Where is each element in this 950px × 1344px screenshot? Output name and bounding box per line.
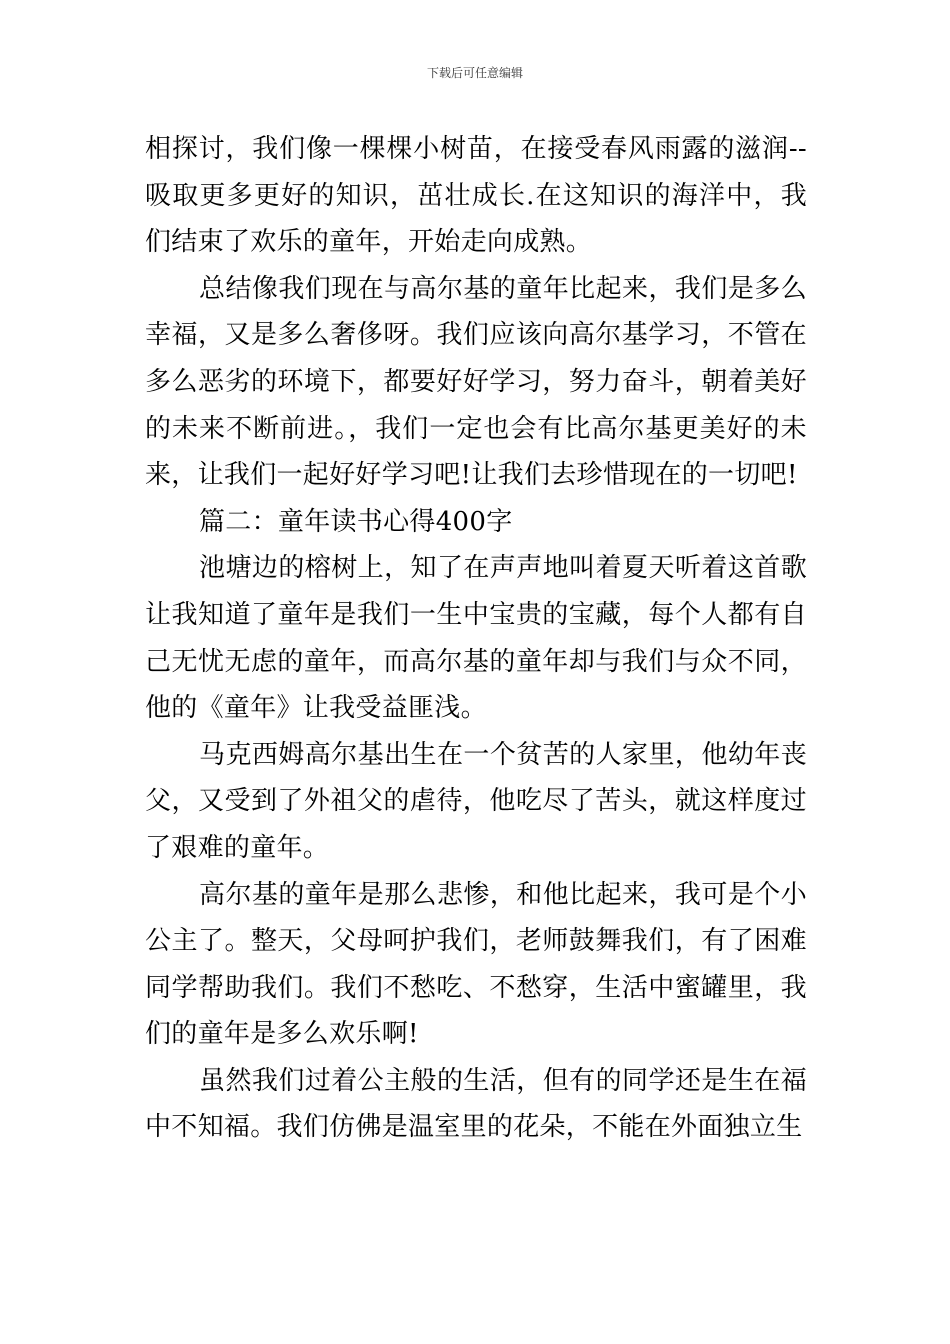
section-heading: 篇二：童年读书心得400字 — [199, 506, 513, 537]
page-header: 下载后可任意编辑 — [426, 66, 523, 80]
paragraph-5: 高尔基的童年是那么悲惨，和他比起来，我可是个小公主了。整天，父母呵护我们，老师鼓舞我们，有了困难同学帮助我们。我们不愁吃、不愁穿，生活中蜜罐里，我们的童年是多么欢乐啊! — [145, 879, 807, 1050]
paragraph-4: 马克西姆高尔基出生在一个贫苦的人家里，他幼年丧父，又受到了外祖父的虐待，他吃尽了苦头，就这样度过了艰难的童年。 — [145, 739, 807, 863]
paragraph-6: 虽然我们过着公主般的生活，但有的同学还是生在福中不知福。我们仿佛是温室里的花朵，不能在外面独立生 — [145, 1065, 807, 1143]
document-body — [145, 126, 807, 1151]
paragraph-1: 相探讨，我们像一棵棵小树苗，在接受春风雨露的滋润--吸取更多更好的知识，茁壮成长.在这知识的海洋中，我们结束了欢乐的童年，开始走向成熟。 — [145, 134, 807, 258]
paragraph-2: 总结像我们现在与高尔基的童年比起来，我们是多么幸福，又是多么奢侈呀。我们应该向高尔基学习，不管在多么恶劣的环境下，都要好好学习，努力奋斗，朝着美好的未来不断前进。，我们一定也会有比高尔基更美好的未来，让我们一起好好学习吧!让我们去珍惜现在的一切吧! — [145, 273, 807, 491]
paragraph-3: 池塘边的榕树上，知了在声声地叫着夏天听着这首歌让我知道了童年是我们一生中宝贵的宝藏，每个人都有自己无忧无虑的童年，而高尔基的童年却与我们与众不同，他的《童年》让我受益匪浅。 — [145, 553, 807, 724]
